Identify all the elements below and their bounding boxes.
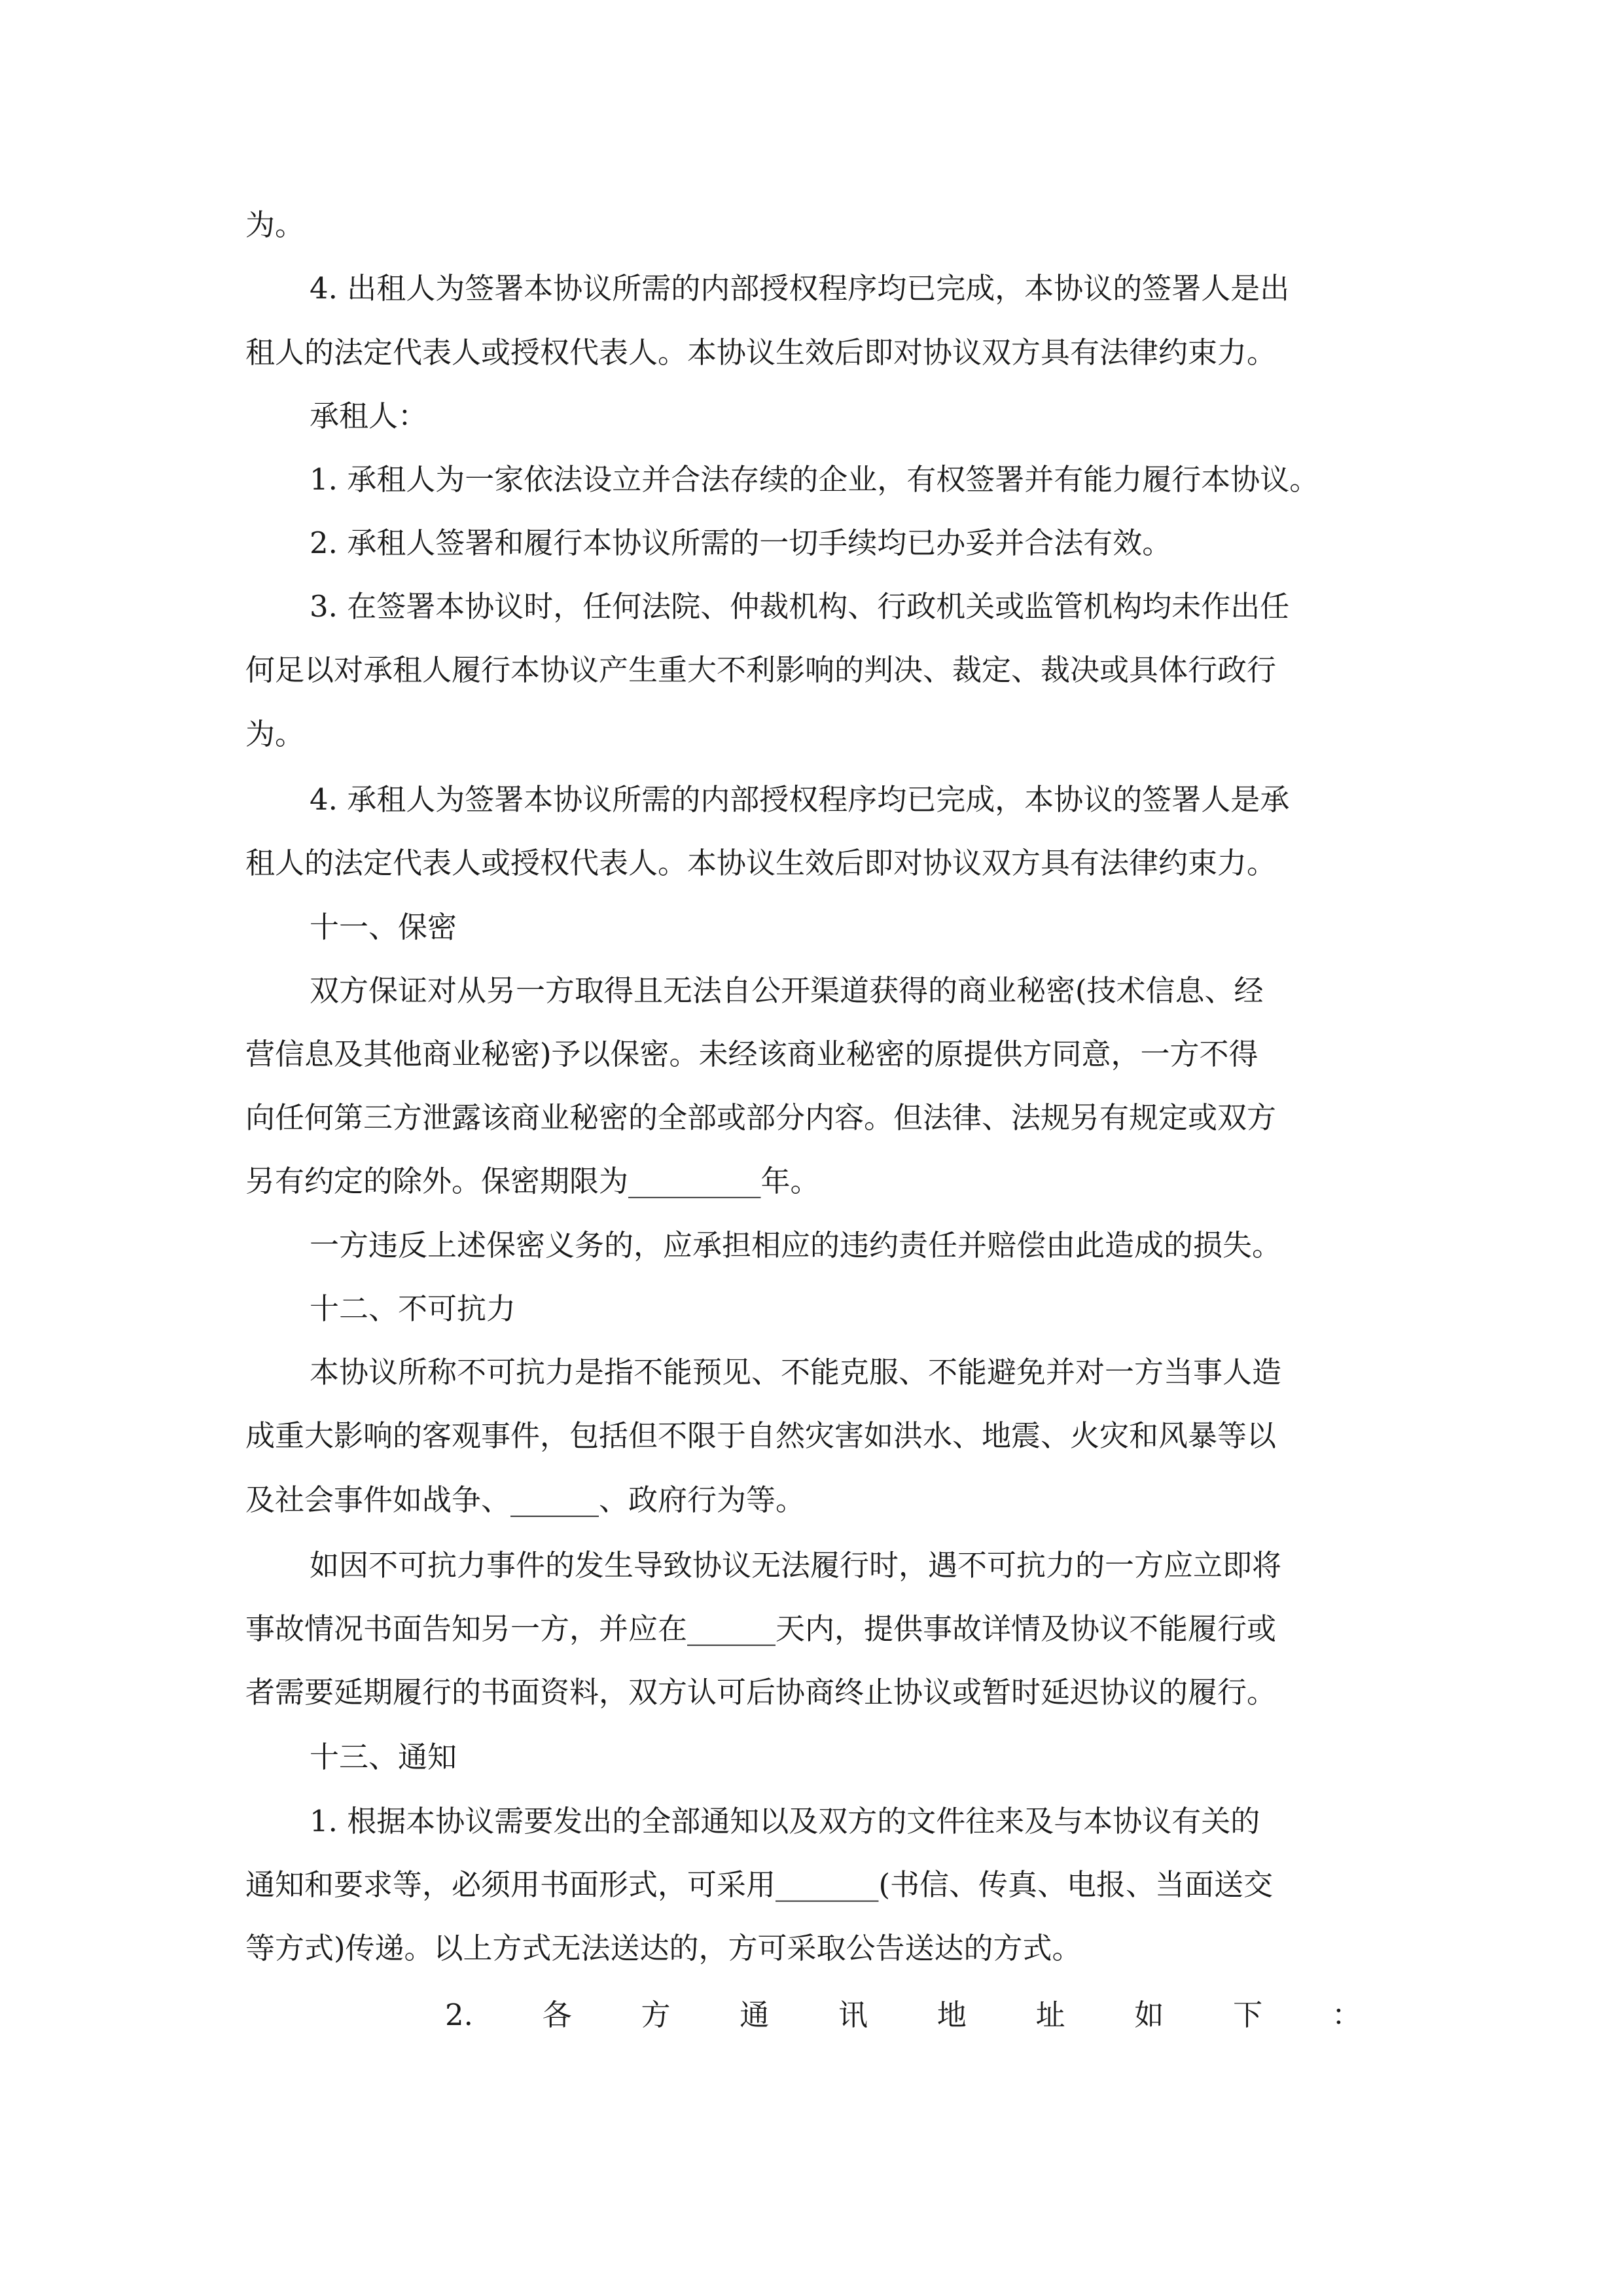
section-heading: 十二、不可抗力 <box>310 1291 516 1326</box>
heading-char: 址 <box>1035 1998 1065 2032</box>
paragraph-line: 如因不可抗力事件的发生导致协议无法履行时，遇不可抗力的一方应立即将 <box>310 1548 1282 1583</box>
heading-char: 如 <box>1134 1998 1164 2032</box>
paragraph-line: 双方保证对从另一方取得且无法自公开渠道获得的商业秘密(技术信息、经 <box>310 973 1264 1008</box>
paragraph-line: 营信息及其他商业秘密)予以保密。未经该商业秘密的原提供方同意，一方不得 <box>245 1037 1258 1071</box>
heading-char: 各 <box>542 1998 572 2032</box>
section-heading: 十三、通知 <box>310 1740 457 1774</box>
heading-colon: ： <box>1331 1998 1361 2032</box>
section-heading: 十一、保密 <box>310 910 457 944</box>
paragraph-line: 4. 承租人为签署本协议所需的内部授权程序均已完成，本协议的签署人是承 <box>310 782 1290 817</box>
paragraph-line: 另有约定的除外。保密期限为_________年。 <box>245 1164 820 1198</box>
heading-char: 讯 <box>838 1998 868 2032</box>
paragraph-line: 及社会事件如战争、______、政府行为等。 <box>245 1482 806 1517</box>
paragraph-line: 事故情况书面告知另一方，并应在______天内，提供事故详情及协议不能履行或 <box>245 1611 1277 1646</box>
heading-char: 通 <box>740 1998 770 2032</box>
paragraph-line: 一方违反上述保密义务的，应承担相应的违约责任并赔偿由此造成的损失。 <box>310 1228 1282 1263</box>
heading-char: 地 <box>936 1998 967 2032</box>
paragraph-line: 向任何第三方泄露该商业秘密的全部或部分内容。但法律、法规另有规定或双方 <box>245 1100 1277 1135</box>
heading-char: 方 <box>641 1998 671 2032</box>
paragraph-line: 者需要延期履行的书面资料，双方认可后协商终止协议或暂时延迟协议的履行。 <box>245 1675 1277 1710</box>
paragraph-line: 租人的法定代表人或授权代表人。本协议生效后即对协议双方具有法律约束力。 <box>245 335 1277 370</box>
paragraph-line: 2. 承租人签署和履行本协议所需的一切手续均已办妥并合法有效。 <box>310 526 1172 560</box>
paragraph-line: 租人的法定代表人或授权代表人。本协议生效后即对协议双方具有法律约束力。 <box>245 846 1277 880</box>
paragraph-line: 4. 出租人为签署本协议所需的内部授权程序均已完成，本协议的签署人是出 <box>310 271 1290 306</box>
paragraph-line: 3. 在签署本协议时，任何法院、仲裁机构、行政机关或监管机构均未作出任 <box>310 589 1290 624</box>
paragraph-line: 成重大影响的客观事件，包括但不限于自然灾害如洪水、地震、火灾和风暴等以 <box>245 1418 1277 1453</box>
paragraph-line: 为。 <box>245 717 305 751</box>
list-number: 2. <box>445 1998 473 2032</box>
paragraph-line: 等方式)传递。以上方式无法送达的，方可采取公告送达的方式。 <box>245 1931 1082 1965</box>
address-heading-line <box>445 1996 1361 2035</box>
heading-char: 下 <box>1233 1998 1263 2032</box>
paragraph-line: 通知和要求等，必须用书面形式，可采用_______(书信、传真、电报、当面送交 <box>245 1867 1274 1902</box>
paragraph-line: 1. 根据本协议需要发出的全部通知以及双方的文件往来及与本协议有关的 <box>310 1804 1260 1839</box>
paragraph-line: 本协议所称不可抗力是指不能预见、不能克服、不能避免并对一方当事人造 <box>310 1355 1282 1390</box>
section-label: 承租人： <box>310 399 428 433</box>
paragraph-line: 1. 承租人为一家依法设立并合法存续的企业，有权签署并有能力履行本协议。 <box>310 462 1319 497</box>
paragraph-line: 为。 <box>245 207 305 242</box>
paragraph-line: 何足以对承租人履行本协议产生重大不利影响的判决、裁定、裁决或具体行政行 <box>245 653 1277 687</box>
